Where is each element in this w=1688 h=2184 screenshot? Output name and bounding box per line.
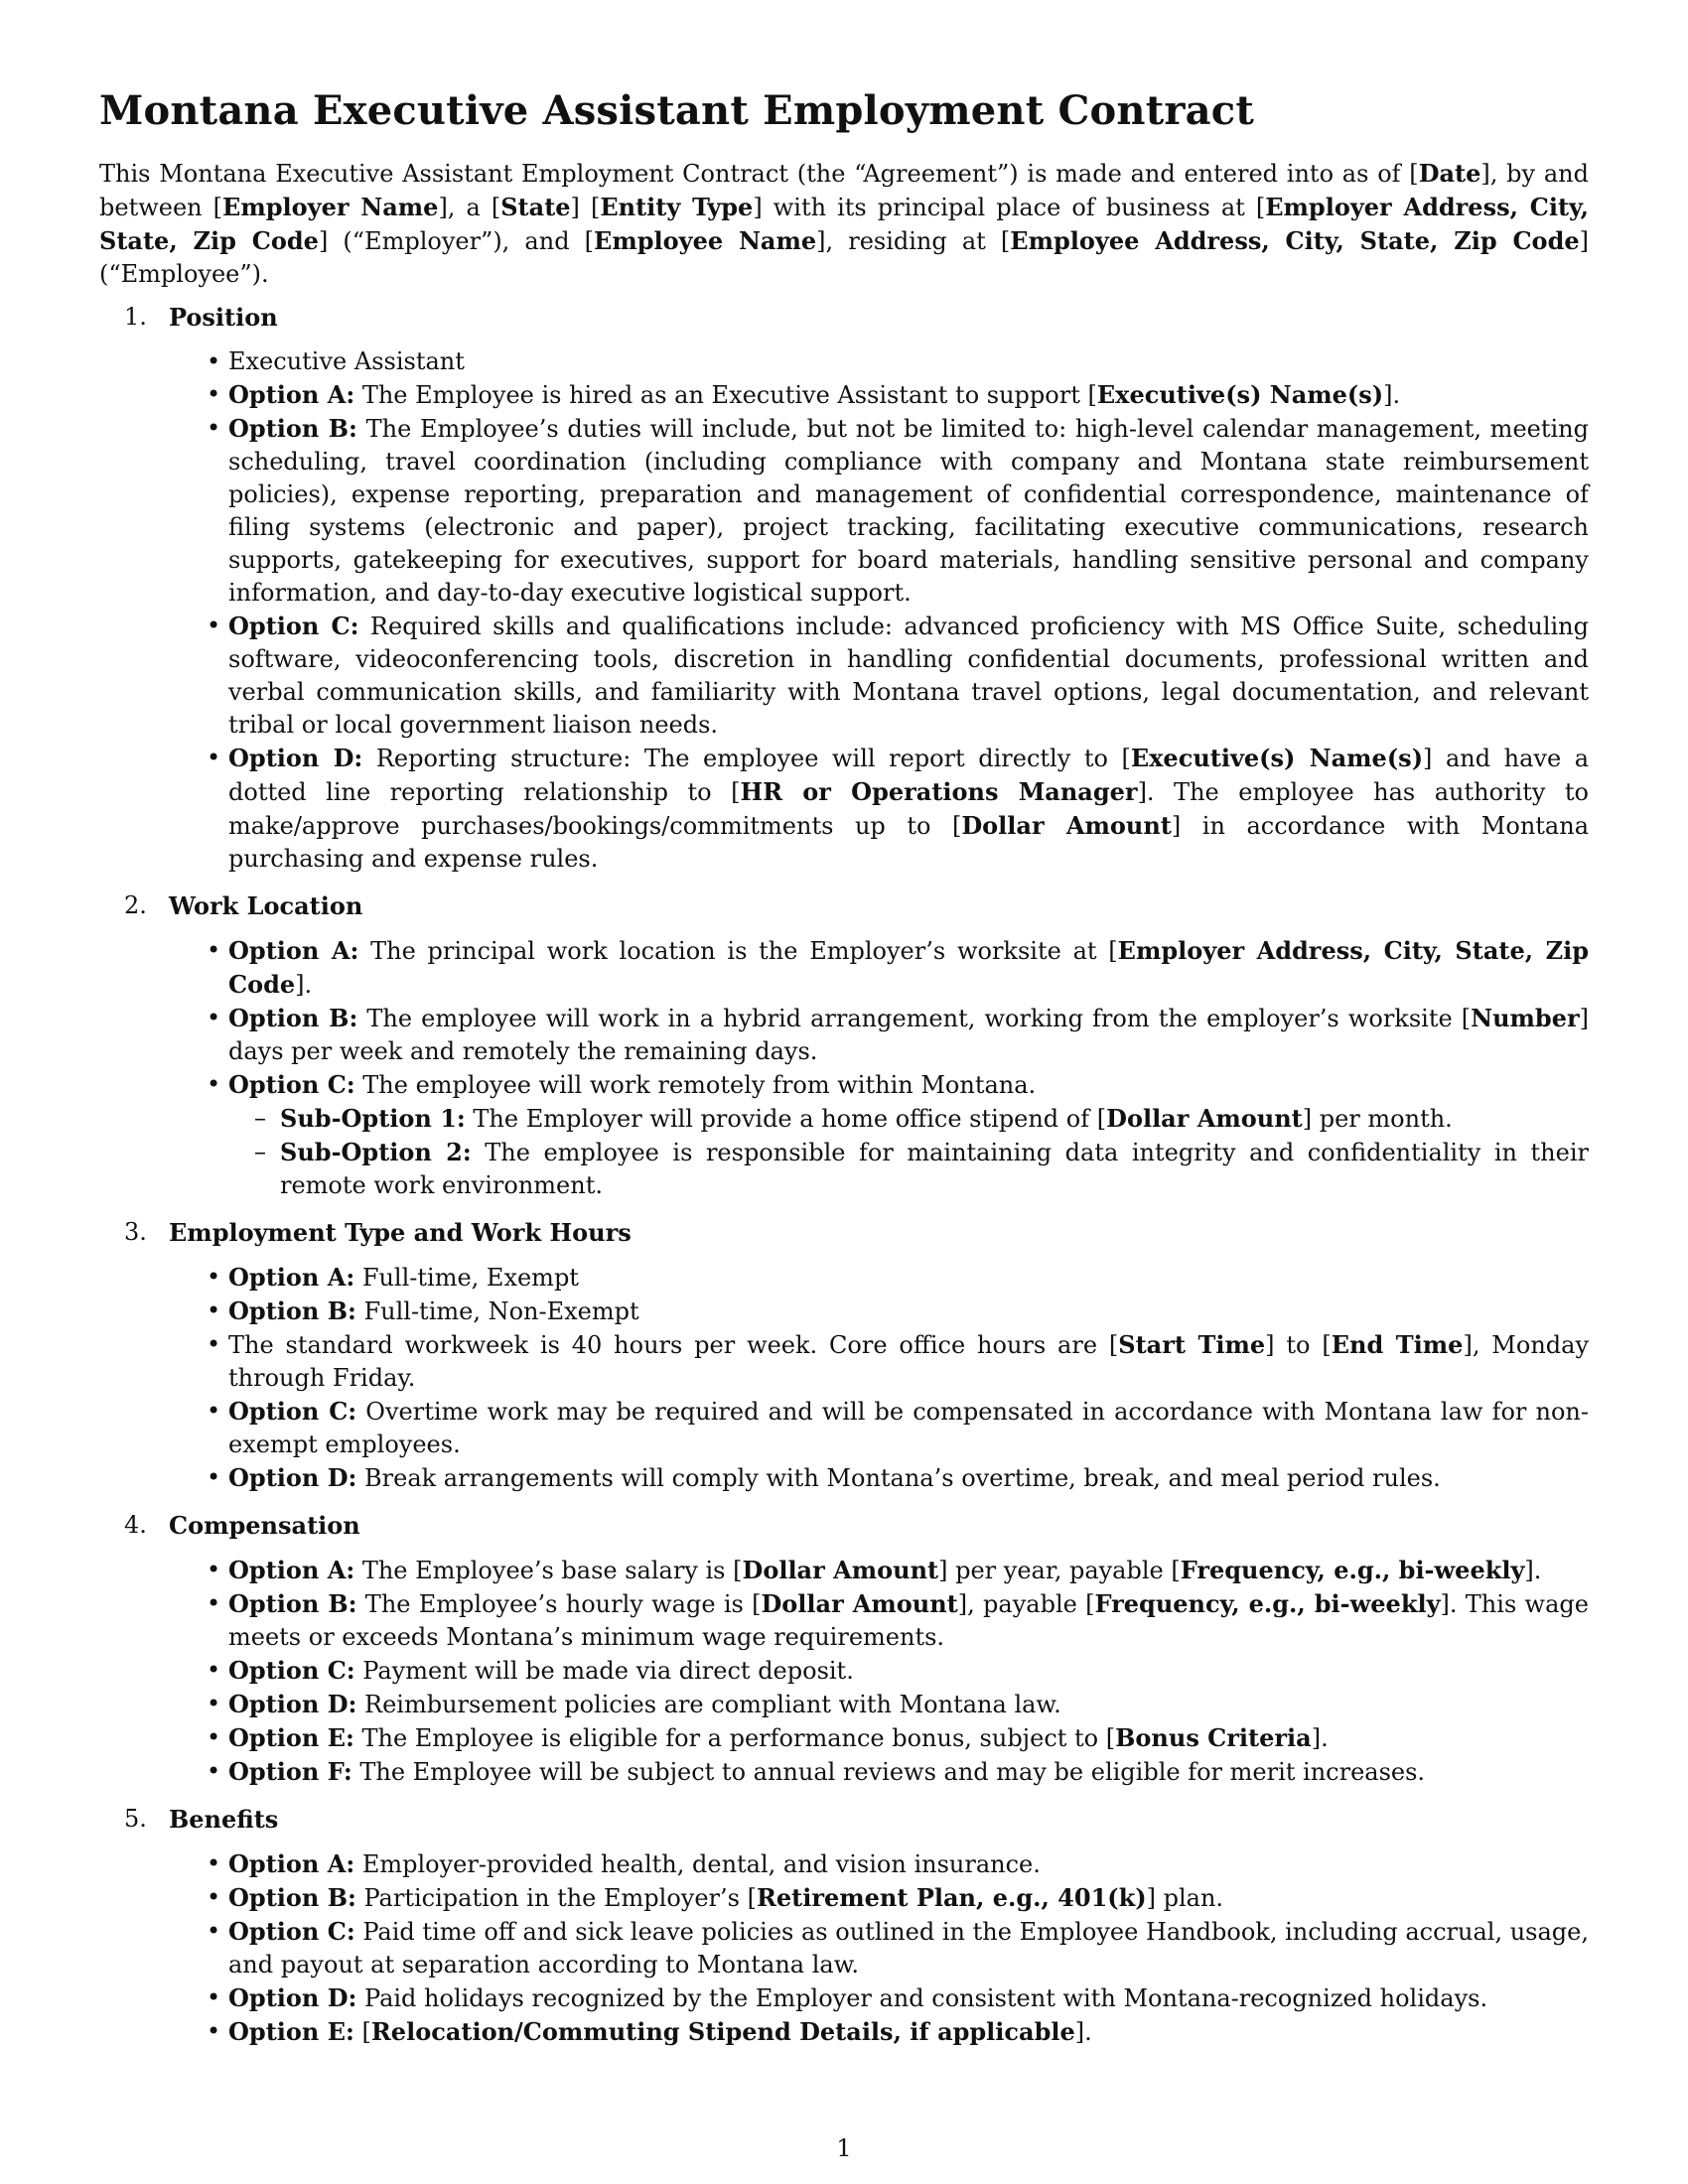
placeholder-text: Option B: — [228, 1004, 358, 1032]
placeholder-text: Employee Name — [594, 226, 817, 255]
section-number: 4. — [124, 1511, 147, 1539]
intro-paragraph: This Montana Executive Assistant Employment Contract (the “Agreement”) is made and entered into as of [Date], by and between [Employer Name], a [State] [Entity Type] with its principal place of business at [Employer Address, City, State, Zip Code] (“Employer”), and [Employee Name], residing at [Employee Address, City, State, Zip Code] (“Employee”). — [99, 159, 1590, 288]
placeholder-text: Option C: — [228, 1070, 355, 1099]
list-item: • Option C: Paid time off and sick leave policies as outlined in the Employee Handbook, including accrual, usage, and payout at separation according to Montana law. — [228, 1915, 1589, 1981]
sub-list-item: – Sub-Option 2: The employee is responsible for maintaining data integrity and confidentiality in their remote work environment. — [280, 1136, 1589, 1202]
placeholder-text: Option C: — [228, 1917, 355, 1946]
list-item: • Option A: Employer-provided health, dental, and vision insurance. — [228, 1847, 1589, 1881]
section-title: Position — [169, 303, 278, 332]
placeholder-text: Employee Address, City, State, Zip Code — [1010, 226, 1580, 255]
placeholder-text: Bonus Criteria — [1115, 1723, 1312, 1752]
section-title: Benefits — [169, 1805, 279, 1834]
section-compensation — [99, 1509, 1589, 1789]
placeholder-text: Option F: — [228, 1757, 352, 1786]
placeholder-text: Option A: — [228, 936, 359, 965]
list-item: • Option A: Full-time, Exempt — [228, 1261, 1589, 1295]
placeholder-text: Option D: — [228, 744, 363, 772]
section-items — [99, 1554, 1589, 1789]
section-title: Compensation — [169, 1511, 360, 1540]
list-item: • Option C: The employee will work remotely from within Montana. – Sub-Option 1: The Employer will provide a home office stipend of [Dollar Amount] per month. – Sub-Option 2: The employee is responsible for maintaining data integrity and confidentiality in their remote work environment. — [228, 1068, 1589, 1202]
list-item: • Option D: Reporting structure: The employee will report directly to [Executive(s) Name(s)] and have a dotted line reporting relationship to [HR or Operations Manager]. The employee has authority to make/approve purchases/bookings/commitments up to [Dollar Amount] in accordance with Montana purchasing and expense rules. — [228, 742, 1589, 876]
section-number: 3. — [124, 1218, 147, 1246]
placeholder-text: Relocation/Commuting Stipend Details, if applicable — [370, 2017, 1075, 2046]
placeholder-text: Option C: — [228, 1397, 357, 1426]
placeholder-text: Sub-Option 2: — [280, 1138, 472, 1166]
placeholder-text: Option B: — [228, 1297, 356, 1325]
list-item: • Option D: Break arrangements will comply with Montana’s overtime, break, and meal period rules. — [228, 1461, 1589, 1495]
placeholder-text: Frequency, e.g., bi-weekly — [1094, 1589, 1441, 1618]
placeholder-text: Date — [1418, 159, 1481, 188]
placeholder-text: Option E: — [228, 2017, 354, 2046]
placeholder-text: Option E: — [228, 1723, 354, 1752]
list-item: • Option C: Required skills and qualifications include: advanced proficiency with MS Office Suite, scheduling software, videoconferencing tools, discretion in handling confidential documents, professional written and verbal communication skills, and familiarity with Montana travel options, legal documentation, and relevant tribal or local government liaison needs. — [228, 610, 1589, 742]
list-item: • Option E: [Relocation/Commuting Stipend Details, if applicable]. — [228, 2015, 1589, 2049]
list-item: • Option D: Paid holidays recognized by the Employer and consistent with Montana-recognized holidays. — [228, 1981, 1589, 2015]
page-number: 1 — [836, 2134, 852, 2162]
placeholder-text: Option C: — [228, 612, 359, 640]
list-item: • Executive Assistant — [228, 345, 1589, 378]
placeholder-text: Option D: — [228, 1983, 357, 2012]
section-heading — [124, 1216, 1589, 1249]
placeholder-text: Option B: — [228, 414, 357, 443]
list-item: • Option A: The Employee’s base salary is [Dollar Amount] per year, payable [Frequency, e.g., bi-weekly]. — [228, 1554, 1589, 1587]
placeholder-text: Sub-Option 1: — [280, 1104, 466, 1133]
section-benefits — [99, 1803, 1589, 2049]
list-item: • Option B: Full-time, Non-Exempt — [228, 1295, 1589, 1328]
section-number: 1. — [124, 303, 147, 331]
placeholder-text: Frequency, e.g., bi-weekly — [1180, 1556, 1525, 1584]
placeholder-text: Employer Name — [222, 193, 439, 221]
list-item: • Option E: The Employee is eligible for a performance bonus, subject to [Bonus Criteria]. — [228, 1721, 1589, 1755]
placeholder-text: End Time — [1331, 1330, 1464, 1359]
placeholder-text: Option C: — [228, 1656, 355, 1685]
section-list — [99, 301, 1589, 2049]
section-number: 2. — [124, 891, 147, 919]
section-number: 5. — [124, 1805, 147, 1833]
list-item: • Option A: The principal work location is the Employer’s worksite at [Employer Address, City, State, Zip Code]. — [228, 934, 1589, 1002]
list-item: • Option F: The Employee will be subject to annual reviews and may be eligible for merit increases. — [228, 1755, 1589, 1789]
placeholder-text: Executive(s) Name(s) — [1130, 744, 1424, 772]
placeholder-text: Employer Address, City, State, Zip Code — [228, 936, 1590, 999]
section-heading — [124, 1803, 1589, 1836]
placeholder-text: Entity Type — [600, 193, 754, 221]
section-title: Work Location — [169, 891, 363, 920]
section-items — [99, 1261, 1589, 1495]
list-item: • Option C: Overtime work may be required and will be compensated in accordance with Montana law for non-exempt employees. — [228, 1395, 1589, 1461]
section-employment-type — [99, 1216, 1589, 1495]
placeholder-text: Dollar Amount — [761, 1589, 958, 1618]
section-items — [99, 934, 1589, 1202]
placeholder-text: Option D: — [228, 1463, 357, 1492]
placeholder-text: Option B: — [228, 1589, 357, 1618]
list-item: • Option A: The Employee is hired as an Executive Assistant to support [Executive(s) Name(s)]. — [228, 378, 1589, 412]
sub-list-item: – Sub-Option 1: The Employer will provide a home office stipend of [Dollar Amount] per month. — [280, 1102, 1589, 1136]
placeholder-text: State — [500, 193, 571, 221]
placeholder-text: Option A: — [228, 1556, 355, 1584]
document-page — [99, 87, 1589, 2063]
list-item: • The standard workweek is 40 hours per week. Core office hours are [Start Time] to [End Time], Monday through Friday. — [228, 1328, 1589, 1395]
placeholder-text: Option B: — [228, 1883, 356, 1912]
list-item: • Option B: The employee will work in a hybrid arrangement, working from the employer’s worksite [Number] days per week and remotely the remaining days. — [228, 1002, 1589, 1068]
placeholder-text: Retirement Plan, e.g., 401(k) — [756, 1883, 1147, 1912]
placeholder-text: Executive(s) Name(s) — [1096, 380, 1384, 409]
section-heading — [124, 1509, 1589, 1542]
placeholder-text: HR or Operations Manager — [740, 777, 1138, 806]
placeholder-text: Option A: — [228, 380, 355, 409]
section-items — [99, 345, 1589, 876]
placeholder-text: Number — [1471, 1004, 1580, 1032]
section-work-location — [99, 889, 1589, 1202]
placeholder-text: Option A: — [228, 1263, 355, 1292]
placeholder-text: Employer Address, City, State, Zip Code — [99, 193, 1590, 255]
list-item: • Option B: Participation in the Employer’s [Retirement Plan, e.g., 401(k)] plan. — [228, 1881, 1589, 1915]
section-heading — [124, 889, 1589, 922]
section-items — [99, 1847, 1589, 2049]
placeholder-text: Option D: — [228, 1690, 357, 1718]
placeholder-text: Start Time — [1118, 1330, 1266, 1359]
list-item: • Option D: Reimbursement policies are compliant with Montana law. — [228, 1688, 1589, 1721]
placeholder-text: Option A: — [228, 1849, 355, 1878]
section-position — [99, 301, 1589, 876]
list-item: • Option C: Payment will be made via direct deposit. — [228, 1654, 1589, 1688]
document-title: Montana Executive Assistant Employment Contract — [99, 87, 1254, 134]
placeholder-text: Dollar Amount — [742, 1556, 939, 1584]
sub-option-list — [228, 1102, 1589, 1202]
section-title: Employment Type and Work Hours — [169, 1218, 632, 1247]
list-item: • Option B: The Employee’s duties will include, but not be limited to: high-level calendar management, meeting scheduling, travel coordination (including compliance with company and Montana state reimbursement policies), expense reporting, preparation and management of confidential correspondence, maintenance of filing systems (electronic and paper), project tracking, facilitating executive communications, research supports, gatekeeping for executives, support for board materials, handling sensitive personal and company information, and day-to-day executive logistical support. — [228, 412, 1589, 610]
section-heading — [124, 301, 1589, 334]
placeholder-text: Dollar Amount — [1106, 1104, 1303, 1133]
placeholder-text: Dollar Amount — [961, 811, 1172, 840]
list-item: • Option B: The Employee’s hourly wage is [Dollar Amount], payable [Frequency, e.g., bi-weekly]. This wage meets or exceeds Montana’s minimum wage requirements. — [228, 1587, 1589, 1654]
